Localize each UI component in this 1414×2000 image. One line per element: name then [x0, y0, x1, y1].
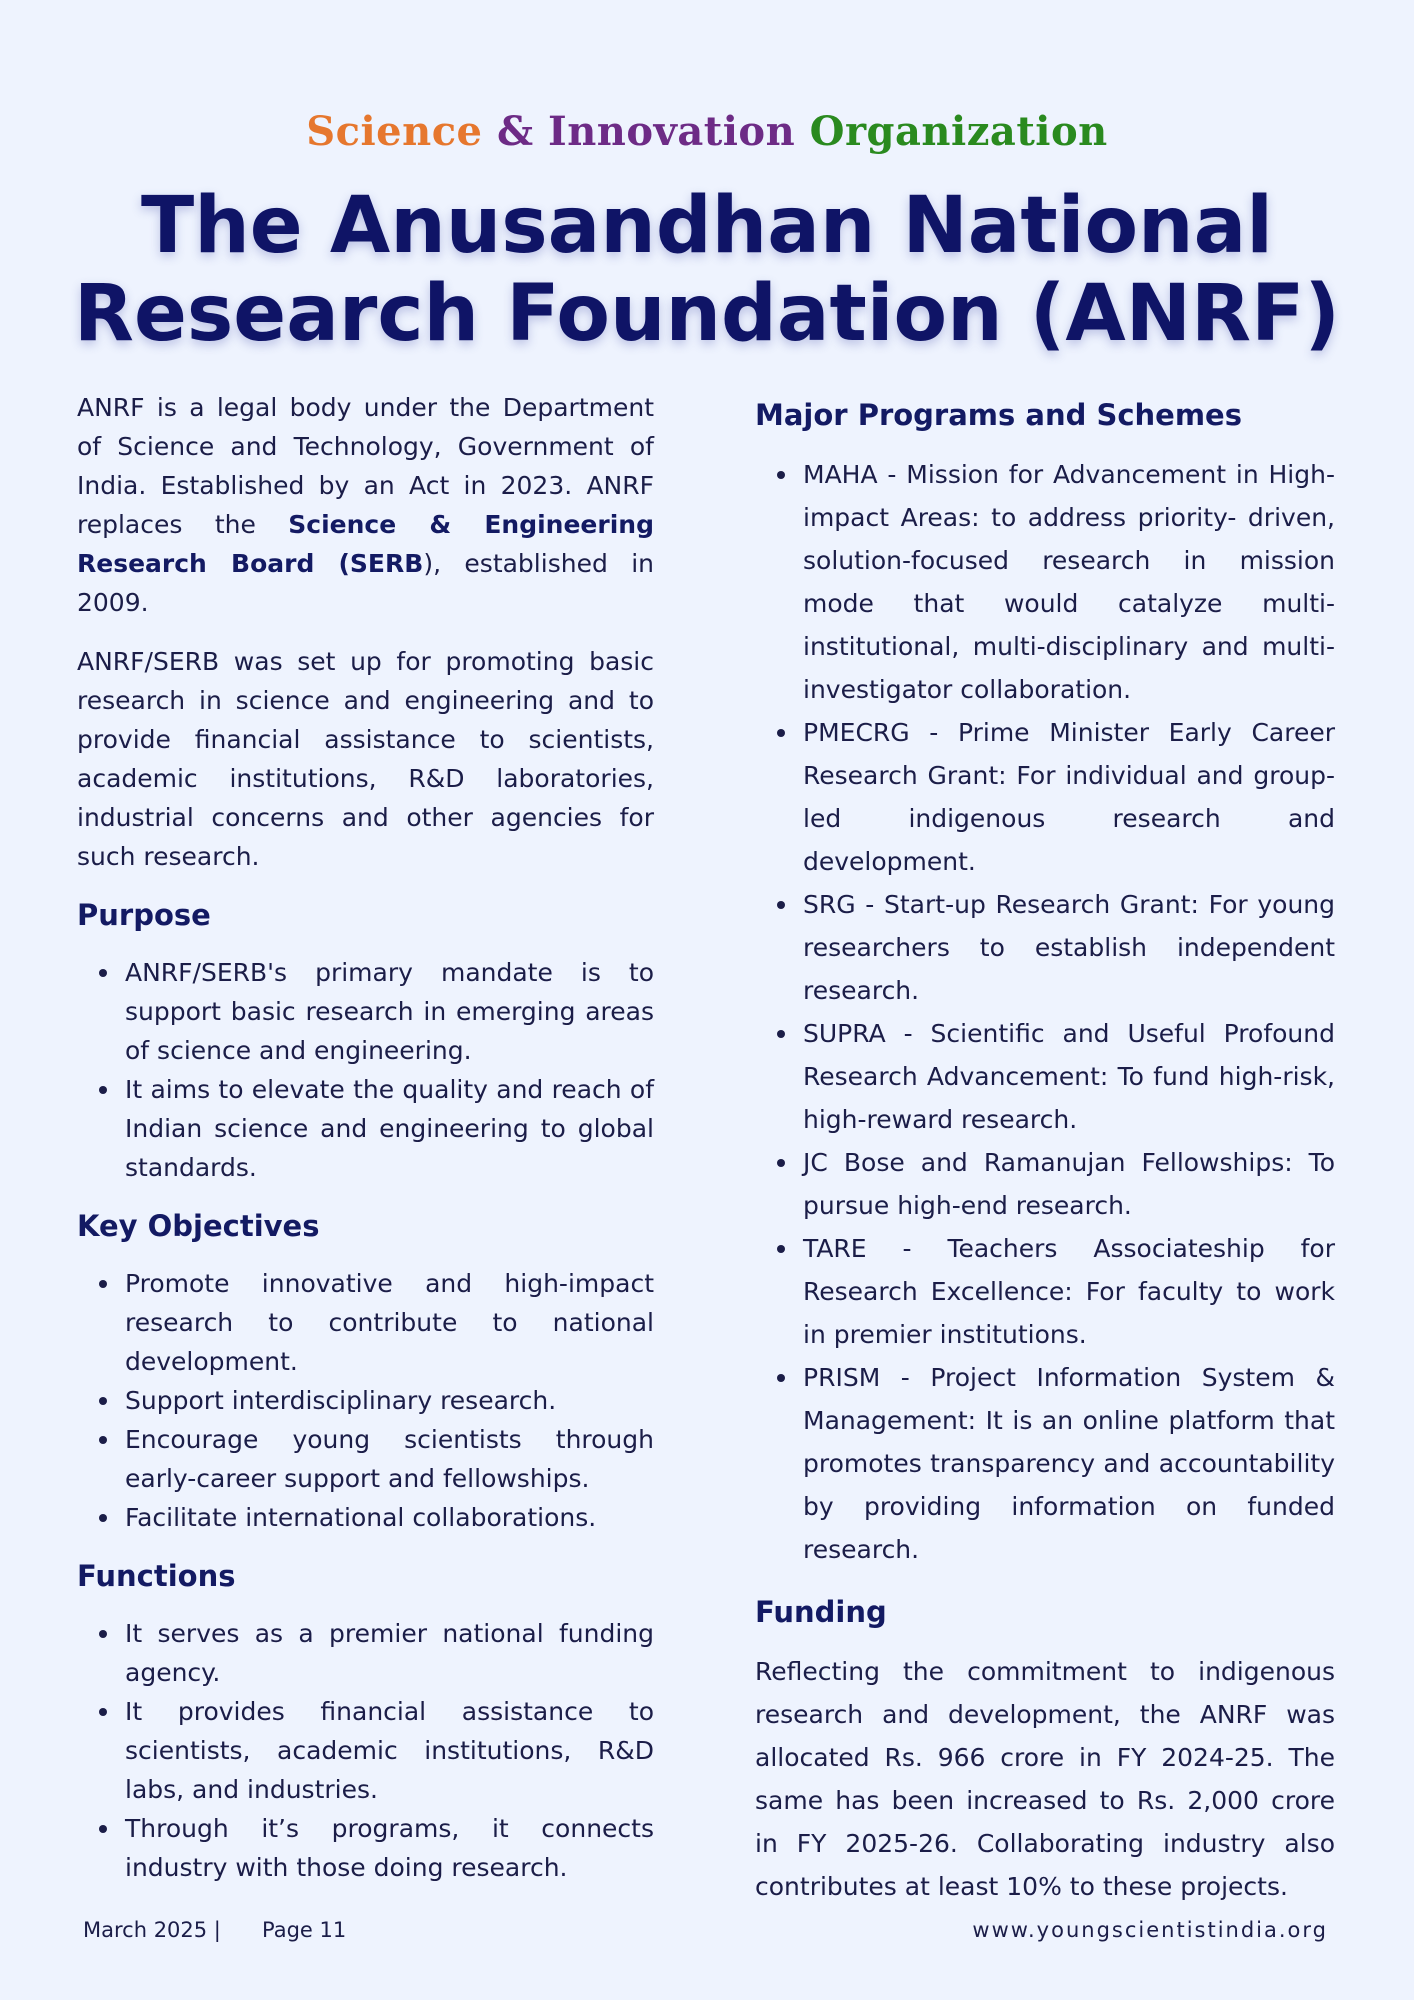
left-column — [77, 388, 654, 1907]
list-item: Encourage young scientists through early-career support and fellowships. — [77, 1420, 654, 1498]
list-item: Through it’s programs, it connects industry with those doing research. — [77, 1809, 654, 1887]
programs-heading: Major Programs and Schemes — [755, 398, 1242, 432]
right-column — [755, 388, 1335, 1928]
page-title — [0, 182, 1414, 358]
objectives-heading: Key Objectives — [77, 1209, 320, 1243]
list-item: Support interdisciplinary research. — [77, 1381, 654, 1420]
intro-paragraph-2: ANRF/SERB was set up for promoting basic research in science and engineering and to provide financial assistance to scientists, academic institutions, R&D laboratories, industrial concerns and other agencies for such research. — [77, 647, 654, 871]
list-item: PMECRG - Prime Minister Early Career Research Grant: For individual and group-led indigenous research and development. — [755, 711, 1335, 883]
list-item: Facilitate international collaborations. — [77, 1498, 654, 1537]
list-item: It provides financial assistance to scientists, academic institutions, R&D labs, and industries. — [77, 1692, 654, 1809]
footer-page-number: Page 11 — [262, 1918, 347, 1942]
footer-date: March 2025 | — [83, 1918, 221, 1942]
kicker-innovation: Innovation — [548, 108, 796, 155]
intro-text-b: ), established in 2009. — [77, 549, 655, 617]
footer-website-link[interactable]: www.youngscientistindia.org — [972, 1918, 1328, 1942]
programs-list — [755, 453, 1335, 1571]
list-item: ANRF/SERB's primary mandate is to support basic research in emerging areas of science and engineering. — [77, 953, 654, 1070]
list-item: SUPRA - Scientific and Useful Profound Research Advancement: To fund high-risk, high-reward research. — [755, 1012, 1335, 1141]
kicker-organization: Organization — [809, 108, 1108, 155]
purpose-list — [77, 953, 654, 1187]
intro-text-a: ANRF is a legal body under the Department of Science and Technology, Government of India. Established by an Act in 2023. ANRF replaces the — [77, 393, 654, 539]
objectives-list — [77, 1264, 654, 1537]
serb-bold: Science & Engineering Research Board (SERB — [77, 510, 654, 578]
title-line-2: Research Foundation (ANRF) — [73, 269, 1341, 359]
list-item: JC Bose and Ramanujan Fellowships: To pursue high-end research. — [755, 1141, 1335, 1227]
purpose-heading: Purpose — [77, 898, 211, 932]
kicker-ampersand: & — [496, 108, 534, 155]
funding-paragraph: Reflecting the commitment to indigenous research and development, the ANRF was allocated Rs. 966 crore in FY 2024-25. The same has been increased to Rs. 2,000 crore in FY 2025-26. Collaborating industry also contributes at least 10% to these projects. — [755, 1657, 1335, 1901]
section-kicker — [0, 108, 1414, 155]
funding-heading: Funding — [755, 1595, 887, 1629]
kicker-science: Science — [306, 108, 483, 155]
list-item: Promote innovative and high-impact research to contribute to national development. — [77, 1264, 654, 1381]
list-item: SRG - Start-up Research Grant: For young researchers to establish independent research. — [755, 883, 1335, 1012]
functions-list — [77, 1614, 654, 1887]
list-item: It aims to elevate the quality and reach of Indian science and engineering to global standards. — [77, 1070, 654, 1187]
title-line-1: The Anusandhan National — [141, 181, 1273, 271]
list-item: It serves as a premier national funding agency. — [77, 1614, 654, 1692]
list-item: PRISM - Project Information System & Management: It is an online platform that promotes transparency and accountability by providing information on funded research. — [755, 1356, 1335, 1571]
list-item: MAHA - Mission for Advancement in High-impact Areas: to address priority- driven, solution-focused research in mission mode that would catalyze multi-institutional, multi-disciplinary and multi-investigator collaboration. — [755, 453, 1335, 711]
functions-heading: Functions — [77, 1559, 236, 1593]
list-item: TARE - Teachers Associateship for Research Excellence: For faculty to work in premier institutions. — [755, 1227, 1335, 1356]
intro-paragraph-1 — [77, 388, 654, 622]
